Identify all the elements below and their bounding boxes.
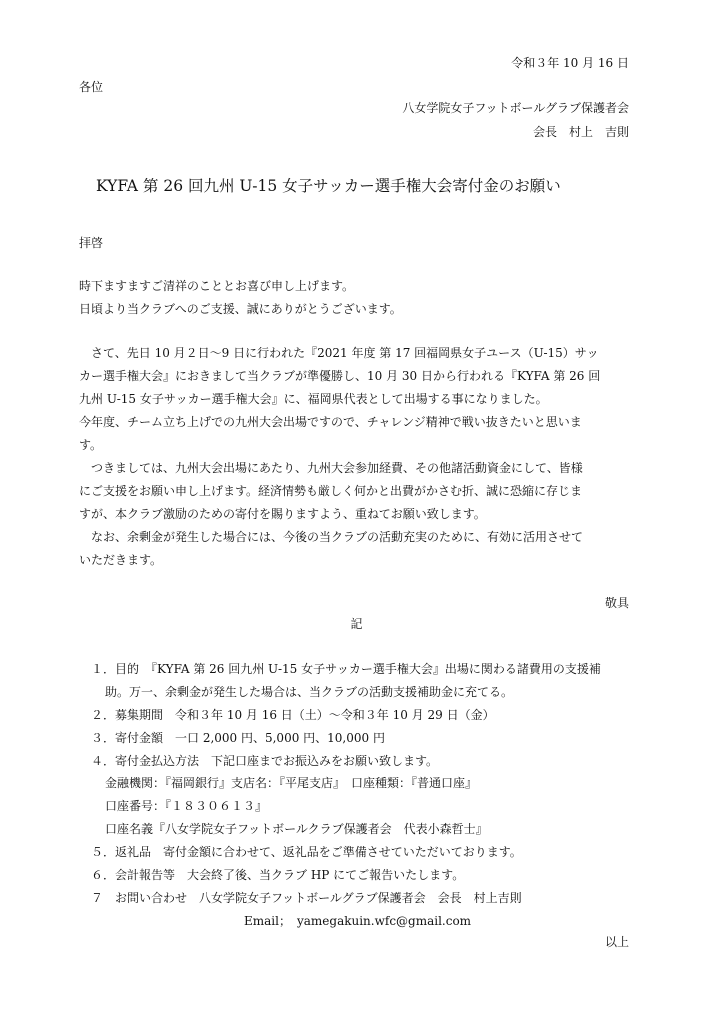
account-number: 口座番号：『１８３０６１３』 xyxy=(105,799,268,813)
body-line: にご支援をお願い申し上げます。経済情勢も厳しく何かと出費がかさむ折、誠に恐縮に存じま xyxy=(79,484,583,498)
body-line: カー選手権大会』におきまして当クラブが準優勝し、10 月 30 日から行われる『KYFA 第 26 回 xyxy=(79,369,601,383)
contact-email: Email； yamegakuin.wfc@gmail.com xyxy=(244,914,472,928)
body-line: 日頃より当クラブへのご支援、誠にありがとうございます。 xyxy=(79,302,402,316)
list-item: ７ お問い合わせ 八女学院女子フットボールグラブ保護者会 会長 村上吉則 xyxy=(91,891,522,905)
closing: 敬具 xyxy=(604,596,629,610)
body-line: 時下ますますご清祥のこととお喜び申し上げます。 xyxy=(79,279,355,293)
list-item: ３．寄付金額 一口 2,000 円、5,000 円、10,000 円 xyxy=(91,731,385,745)
body-line: 今年度、チーム立ち上げでの九州大会出場ですので、チャレンジ精神で戦い抜きたいと思いま xyxy=(79,415,582,429)
date: 令和３年 10 月 16 日 xyxy=(511,56,629,70)
greeting: 拝啓 xyxy=(79,236,104,250)
list-item: １．目的 『KYFA 第 26 回九州 U-15 女子サッカー選手権大会』出場に関わる諸費用の支援補 xyxy=(91,662,601,676)
list-item: ４．寄付金払込方法 下記口座までお振込みをお願い致します。 xyxy=(91,754,439,768)
body-line: いただきます。 xyxy=(79,553,163,567)
body-line: す。 xyxy=(79,438,103,452)
sender: 会長 村上 吉則 xyxy=(532,125,629,139)
ki-heading: 記 xyxy=(350,617,363,631)
end-mark: 以上 xyxy=(604,935,629,949)
addressee: 各位 xyxy=(79,80,104,94)
organization: 八女学院女子フットボールグラブ保護者会 xyxy=(402,101,629,115)
account-name: 口座名義『八女学院女子フットボールクラブ保護者会 代表小森哲士』 xyxy=(105,822,488,836)
page-title: KYFA 第 26 回九州 U-15 女子サッカー選手権大会寄付金のお願い xyxy=(96,177,561,195)
bank-info: 金融機関：『福岡銀行』支店名：『平尾支店』 口座種類：『普通口座』 xyxy=(105,776,478,790)
body-line: すが、本クラブ激励のための寄付を賜りますよう、重ねてお願い致します。 xyxy=(79,507,486,521)
body-line: 九州 U-15 女子サッカー選手権大会』に、福岡県代表として出場する事になりました。 xyxy=(79,392,548,406)
list-item: ６．会計報告等 大会終了後、当クラブ HP にてご報告いたします。 xyxy=(91,868,465,882)
list-item: ５．返礼品 寄付金額に合わせて、返礼品をご準備させていただいております。 xyxy=(91,845,522,859)
body-line: さて、先日 10 月２日～9 日に行われた『2021 年度 第 17 回福岡県女子ユース（U-15）サッ xyxy=(91,346,599,360)
list-item: ２．募集期間 令和３年 10 月 16 日（土）～令和３年 10 月 29 日（金） xyxy=(91,708,495,722)
body-line: つきましては、九州大会出場にあたり、九州大会参加経費、その他諸活動資金にして、皆様 xyxy=(91,461,583,475)
body-line: なお、余剰金が発生した場合には、今後の当クラブの活動充実のために、有効に活用させて xyxy=(91,530,584,544)
list-item: 助。万一、余剰金が発生した場合は、当クラブの活動支援補助金に充てる。 xyxy=(105,685,514,699)
